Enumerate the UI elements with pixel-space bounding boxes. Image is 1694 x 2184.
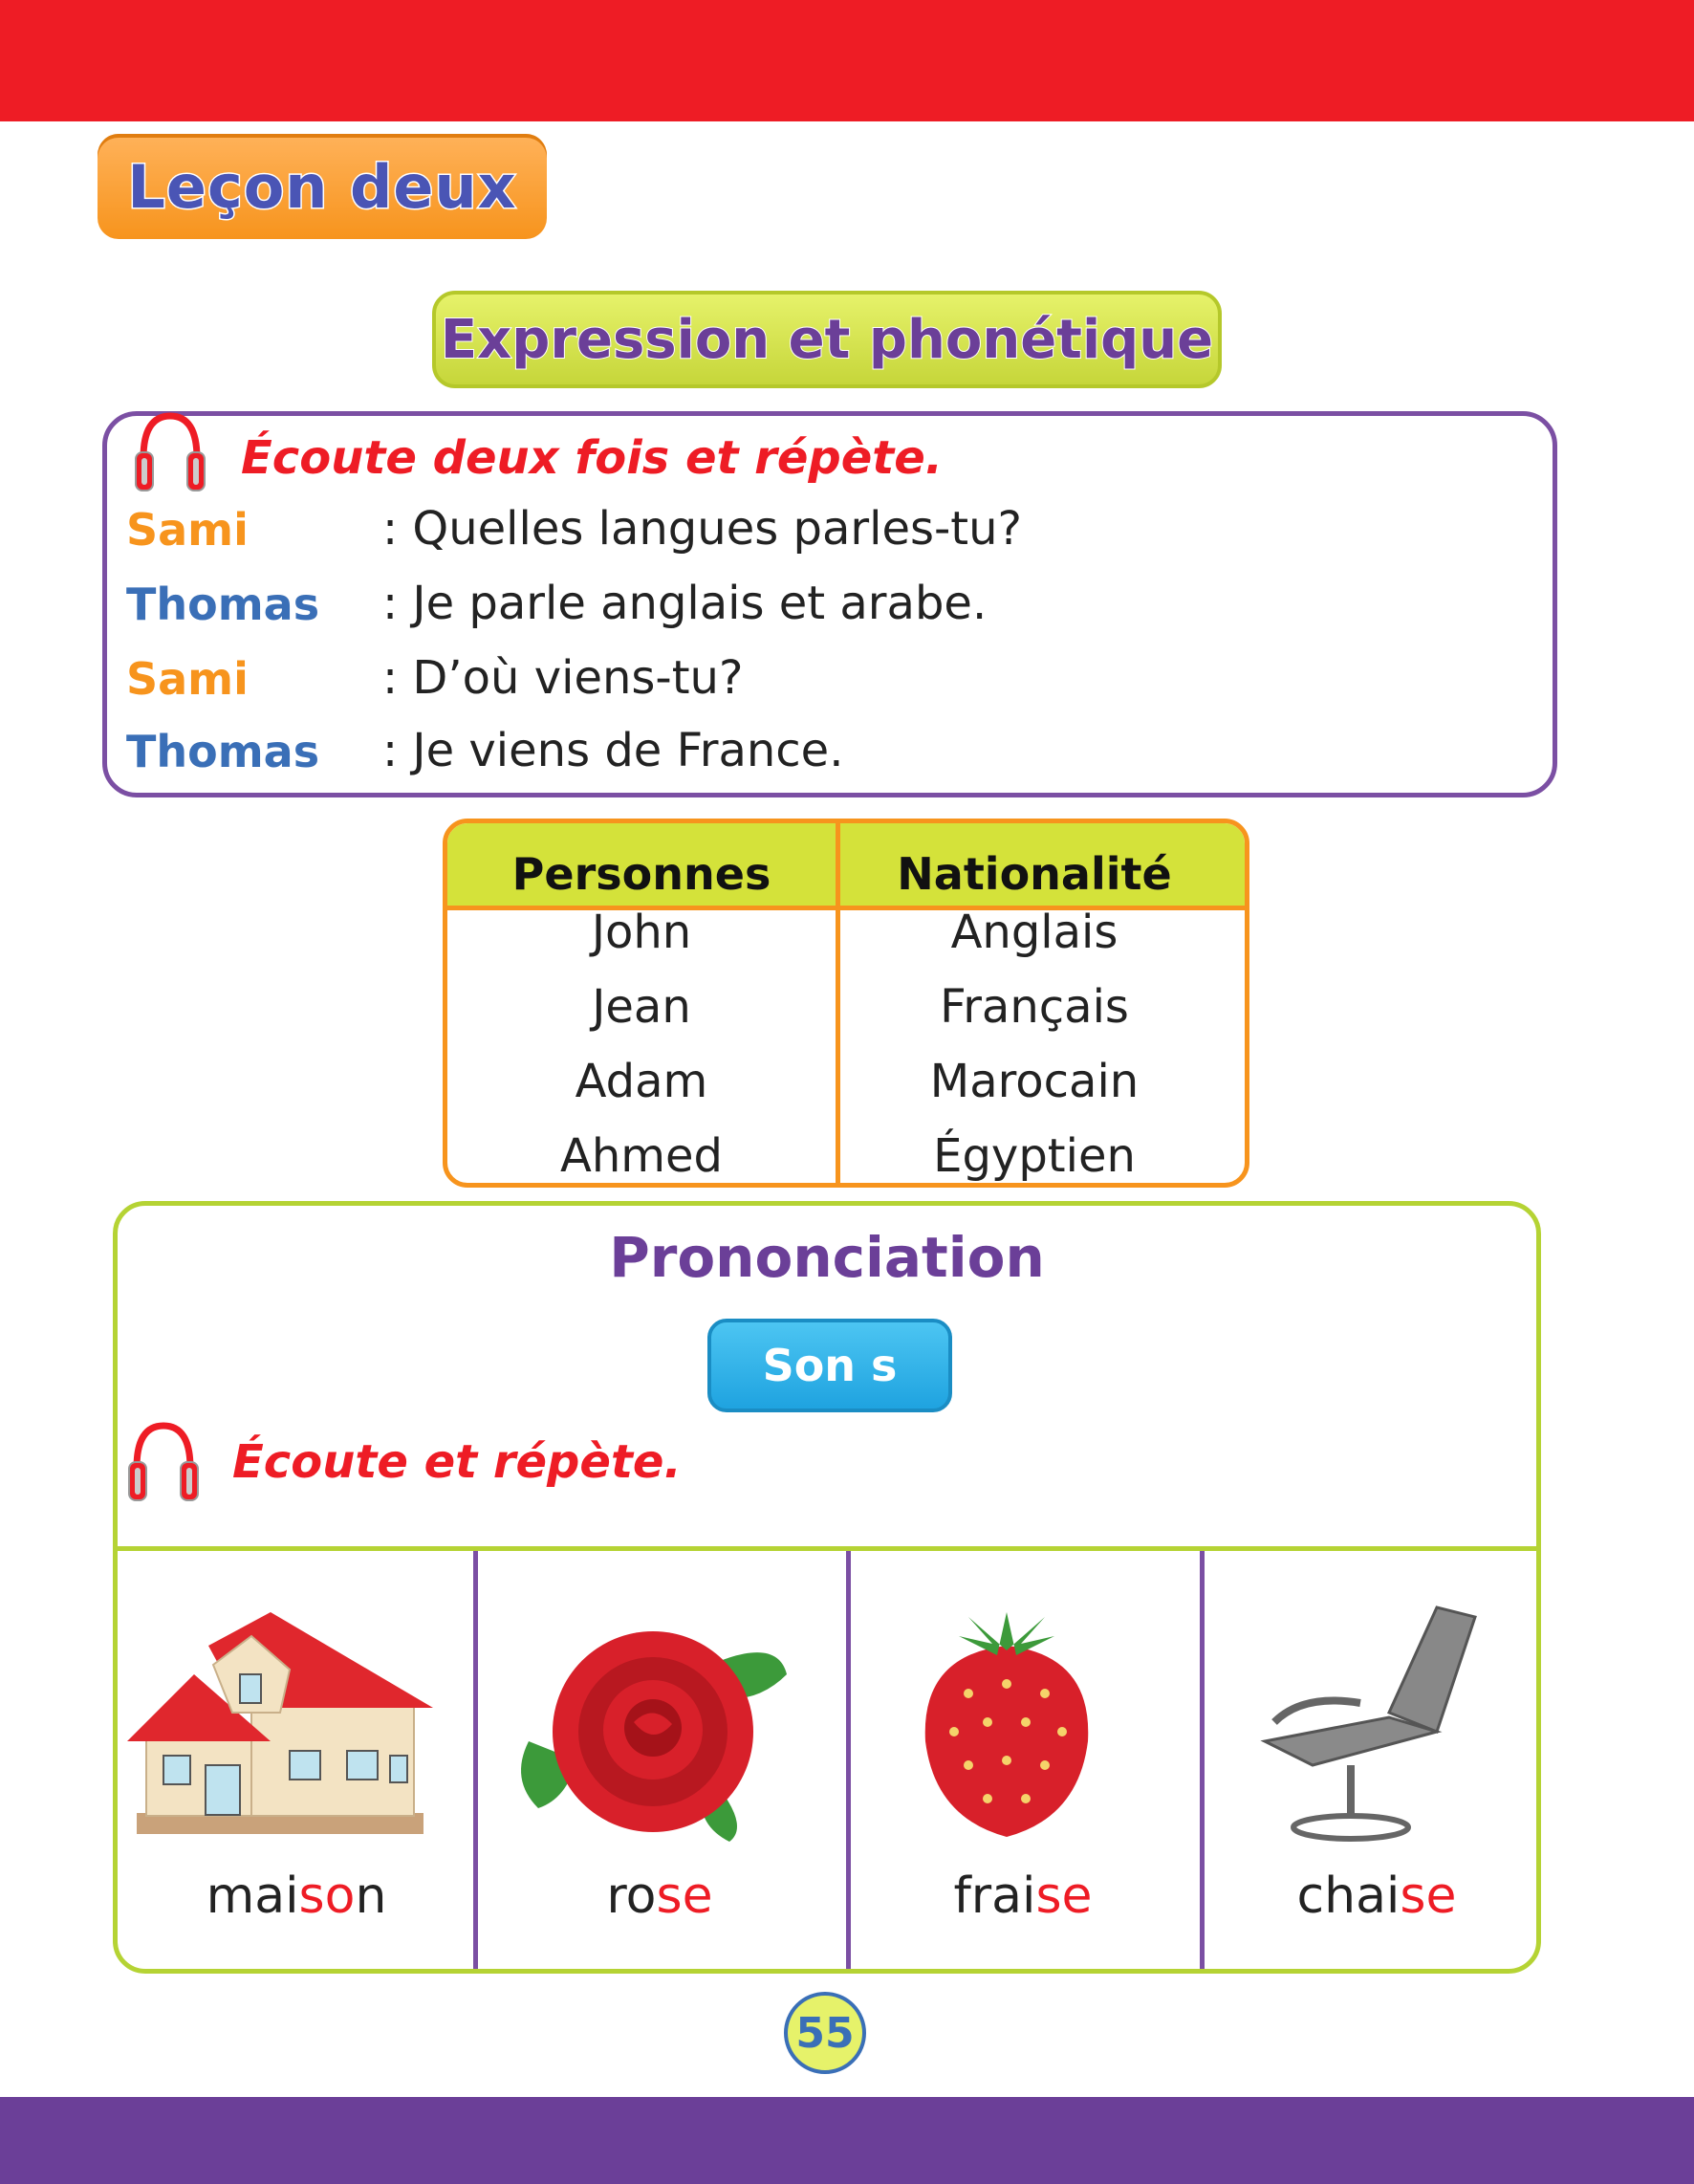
dialog-box [102,411,1557,797]
dialog-instruction: Écoute deux fois et répète. [241,431,944,485]
table-cell: Anglais [950,906,1118,959]
strawberry-icon [901,1607,1112,1846]
dialog-line: : D’où viens-tu? [382,651,744,705]
divider [473,1551,478,1974]
word-part: mai [206,1867,299,1925]
speaker-name: Thomas [126,579,320,630]
table-header-cell: Nationalité [897,848,1172,900]
lesson-title: Leçon deux [127,151,517,222]
speaker-name: Sami [126,504,249,556]
table-cell: Jean [592,980,691,1034]
page-number: 55 [784,1992,866,2074]
table-cell: Français [940,980,1129,1034]
house-icon [118,1607,452,1846]
speaker-name: Sami [126,653,249,705]
dialog-line: : Je parle anglais et arabe. [382,577,988,630]
table-cell: Ahmed [559,1129,723,1183]
word-maison [119,1867,473,1925]
word-part: chai [1296,1867,1401,1925]
chair-icon [1246,1598,1513,1856]
word-rose [483,1867,836,1925]
section-badge [432,291,1222,388]
headphones-icon [134,408,206,496]
rose-icon [500,1607,815,1846]
headphones-icon [127,1418,200,1506]
word-part: ro [606,1867,657,1925]
word-fraise [846,1867,1200,1925]
table-cell: Marocain [929,1055,1140,1108]
word-part: frai [953,1867,1036,1925]
top-color-bar [0,0,1694,121]
dialog-line: : Je viens de France. [382,724,844,777]
speaker-name: Thomas [126,726,320,777]
sound-label: Son s [762,1340,898,1391]
dialog-line: : Quelles langues parles-tu? [382,502,1023,556]
word-highlight: se [1035,1867,1093,1925]
table-header-cell: Personnes [511,848,771,900]
section-title: Expression et phonétique [440,308,1214,371]
word-highlight: so [298,1867,356,1925]
pronunciation-box [113,1201,1541,1974]
pronunciation-instruction: Écoute et répète. [232,1435,682,1489]
word-highlight: se [1400,1867,1457,1925]
table-cell: John [591,906,692,959]
sound-badge [707,1319,952,1412]
pronunciation-title: Prononciation [609,1225,1045,1290]
divider [118,1546,1536,1551]
word-chaise [1200,1867,1541,1925]
word-part: n [355,1867,387,1925]
table-cell: Égyptien [933,1129,1136,1183]
table-cell: Adam [575,1055,708,1108]
lesson-badge [98,134,547,239]
bottom-color-bar [0,2097,1694,2184]
nationality-table [443,819,1249,1188]
word-highlight: se [656,1867,713,1925]
